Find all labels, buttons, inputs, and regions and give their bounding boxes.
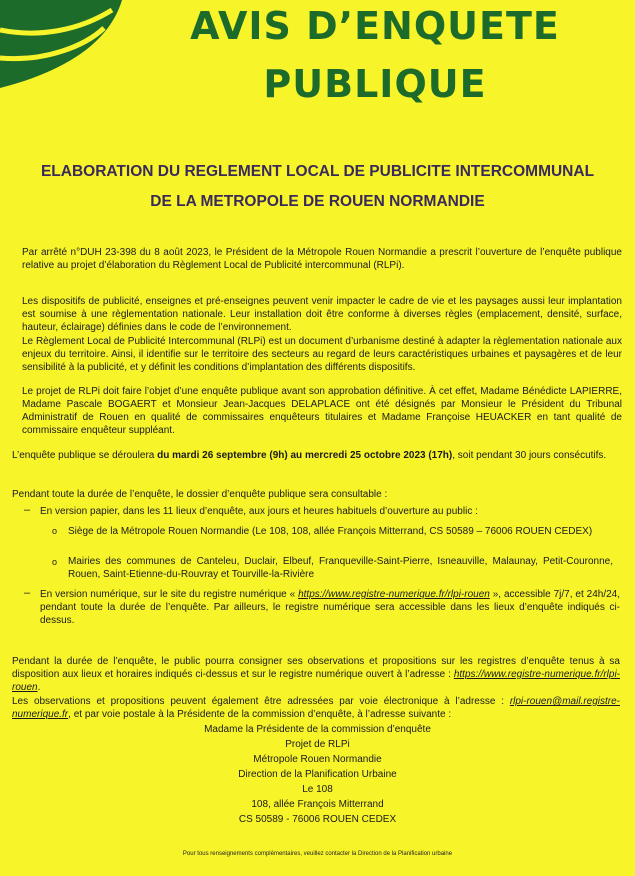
paragraph-arrete: Par arrêté n°DUH 23-398 du 8 août 2023, le Président de la Métropole Rouen Normandie a prescrit l’ouverture de l’enquête publique relative au projet d’élaboration du Règlement Local de Publicité intercommunal (RLPi).	[22, 247, 622, 271]
subtitle-line1: ELABORATION DU REGLEMENT LOCAL DE PUBLICITE INTERCOMMUNAL	[40, 163, 595, 180]
address-line: Projet de RLPi	[285, 739, 350, 750]
bullet-marker: o	[52, 526, 58, 536]
observations-outro: .	[37, 682, 41, 693]
list-item-numerique	[40, 588, 620, 627]
address-line: Le 108	[302, 784, 333, 795]
registre-link[interactable]: https://www.registre-numerique.fr/rlpi-rouen	[298, 589, 490, 600]
paragraph-commissaires: Le projet de RLPi doit faire l’objet d’une enquête publique avant son approbation définitive. À cet effet, Madame Bénédicte LAPIERRE, Madame Pascale BOGAERT et Monsieur Jean-Jacques DELAPLACE ont été désignés par Monsieur le Président du Tribunal Administratif de Rouen en qualité de commissaires enquêteurs titulaires et Madame Françoise HEUACKER en tant qualité de commissaire enquêteur suppléant.	[22, 386, 622, 436]
paragraph-dispositifs: Les dispositifs de publicité, enseignes et pré-enseignes peuvent venir impacter le cadre de vie et les paysages aussi leur implantation est soumise à une règlementation nationale. Leur installation doit être conforme à diverses règles (emplacement, densité, surface, hauteur, éclairage) définies dans le code de l’environnement.	[22, 296, 622, 333]
footer-note: Pour tous renseignements complémentaires, veuillez contacter la Direction de la Planification urbaine	[182, 851, 453, 857]
dash-marker: –	[24, 587, 31, 599]
paragraph-rlpi: Le Règlement Local de Publicité Intercommunal (RLPi) est un document d’urbanisme destiné à adapter la règlementation nationale aux enjeux du territoire. Ainsi, il identifie sur le territoire des secteurs au regard de leurs caractéristiques urbaines et paysagères et de leur sensibilité à la publicité, et y définit les conditions d’implantation des différents dispositifs.	[22, 336, 622, 373]
page-title-line1: AVIS D’ENQUETE	[190, 4, 560, 48]
list-item-siege: Siège de la Métropole Rouen Normandie (Le 108, 108, allée François Mitterrand, CS 50589 – 76006 ROUEN CEDEX)	[68, 526, 593, 537]
dates-range: du mardi 26 septembre (9h) au mercredi 25 octobre 2023 (17h)	[157, 450, 453, 461]
list-item-papier: En version papier, dans les 11 lieux d’enquête, aux jours et heures habituels d’ouverture au public :	[40, 506, 478, 517]
address-line: Direction de la Planification Urbaine	[238, 769, 397, 780]
dates-intro: L’enquête publique se déroulera	[12, 450, 158, 461]
paragraph-email	[12, 695, 620, 721]
paragraph-consultation: Pendant toute la durée de l’enquête, le dossier d’enquête publique sera consultable :	[12, 489, 388, 500]
bullet-marker: o	[52, 557, 58, 567]
address-line: 108, allée François Mitterrand	[251, 799, 384, 810]
paragraph-observations	[12, 655, 620, 694]
observations-intro: Pendant la durée de l’enquête, le public pourra consigner ses observations et propositions sur les registres d’enquête tenus à sa disposition aux lieux et horaires indiqués ci-dessus et sur le registre numérique ouvert à l’adresse :	[12, 656, 620, 680]
address-line: CS 50589 - 76006 ROUEN CEDEX	[238, 814, 397, 825]
dash-marker: –	[24, 504, 31, 516]
email-outro: , et par voie postale à la Présidente de la commission d’enquête, à l’adresse suivante :	[68, 709, 452, 720]
numerique-intro: En version numérique, sur le site du registre numérique «	[40, 589, 299, 600]
subtitle-line2: DE LA METROPOLE DE ROUEN NORMANDIE	[150, 193, 485, 210]
list-item-mairies: Mairies des communes de Canteleu, Duclair, Elbeuf, Franqueville-Saint-Pierre, Isneauville, Malaunay, Petit-Couronne, Rouen, Saint-Etienne-du-Rouvray et Tourville-la-Rivière	[68, 556, 613, 580]
numerique-outro: », accessible 7j/7, et 24h/24, pendant toute la durée de l’enquête. Par ailleurs, le registre numérique sera accessible dans les lieux d’enquête indiqués ci-dessus.	[40, 589, 620, 626]
registre-link-2[interactable]: https://www.registre-numerique.fr/rlpi-rouen	[12, 669, 620, 693]
address-line: Métropole Rouen Normandie	[253, 754, 382, 765]
paragraph-dates	[12, 449, 620, 462]
email-link[interactable]: rlpi-rouen@mail.registre-numerique.fr	[12, 696, 620, 720]
metropole-logo	[0, 0, 140, 95]
dates-outro: , soit pendant 30 jours consécutifs.	[452, 450, 607, 461]
email-intro: Les observations et propositions peuvent également être adressées par voie électronique à l’adresse :	[12, 696, 510, 707]
address-line: Madame la Présidente de la commission d’enquête	[204, 724, 431, 735]
page-title-line2: PUBLIQUE	[263, 62, 487, 106]
